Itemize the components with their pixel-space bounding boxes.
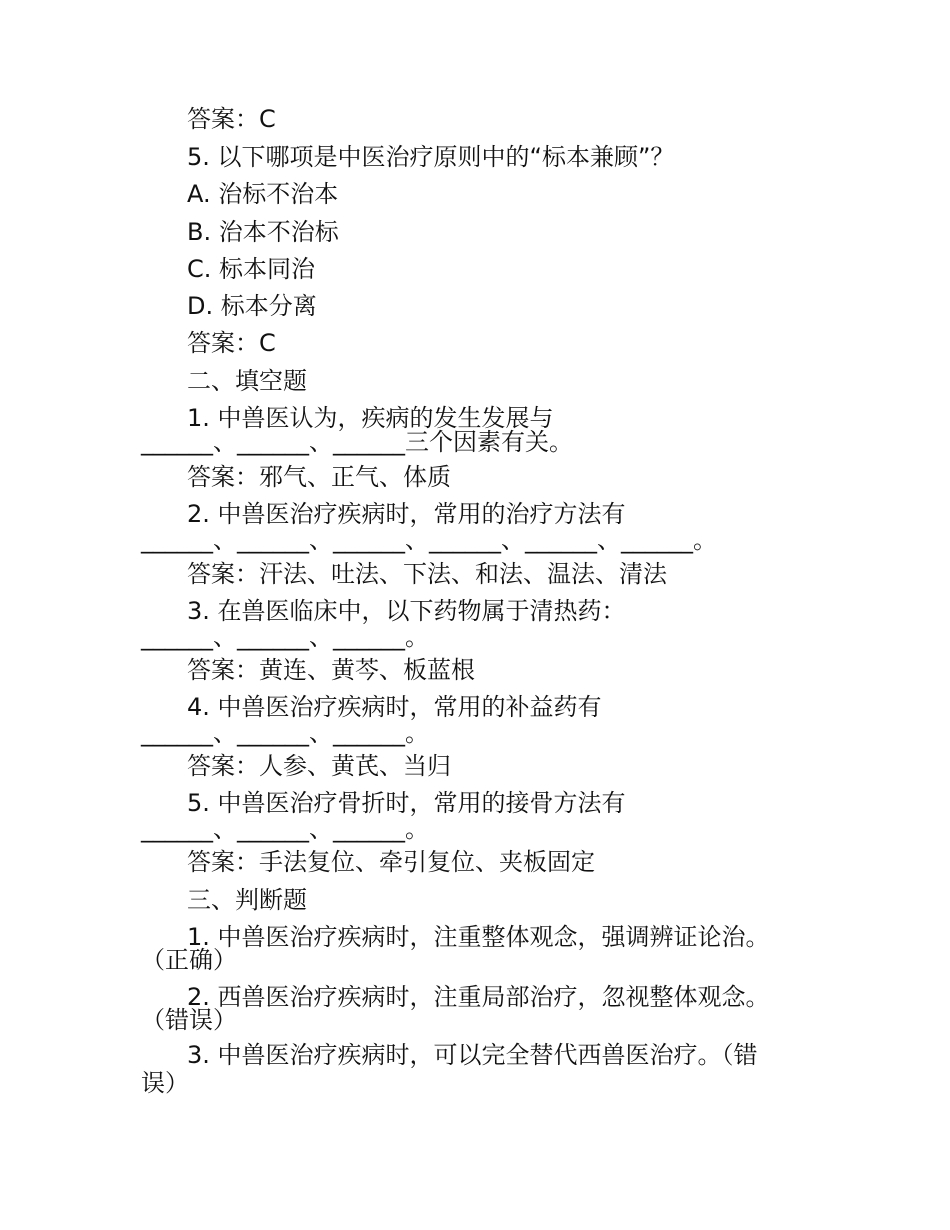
option-a: A. 治标不治本 [187, 180, 339, 208]
answer-line: 答案：邪气、正气、体质 [187, 463, 451, 491]
section-heading: 三、判断题 [187, 886, 307, 914]
answer-line: 答案：C [187, 329, 276, 357]
blank-line: ______、______、______。 [141, 719, 429, 747]
judgement-label: （正确） [141, 946, 237, 974]
question-line: 5. 中兽医治疗骨折时，常用的接骨方法有 [187, 789, 626, 817]
judgement-label: （错误） [141, 1006, 237, 1034]
blank-line: ______、______、______、______、______、______。 [141, 526, 717, 554]
blank-line: ______、______、______三个因素有关。 [141, 428, 573, 456]
answer-line: 答案：汗法、吐法、下法、和法、温法、清法 [187, 560, 667, 588]
question-line: 1. 中兽医认为，疾病的发生发展与 [187, 404, 554, 432]
answer-line: 答案：黄连、黄芩、板蓝根 [187, 656, 475, 684]
question-line: 5. 以下哪项是中医治疗原则中的“标本兼顾”？ [187, 143, 675, 171]
blank-line: ______、______、______。 [141, 815, 429, 843]
section-heading: 二、填空题 [187, 367, 307, 395]
option-c: C. 标本同治 [187, 255, 316, 283]
option-b: B. 治本不治标 [187, 218, 339, 246]
question-line: 4. 中兽医治疗疾病时，常用的补益药有 [187, 693, 602, 721]
blank-line: ______、______、______。 [141, 623, 429, 651]
statement-line: 1. 中兽医治疗疾病时，注重整体观念，强调辨证论治。 [187, 923, 770, 951]
answer-line: 答案：手法复位、牵引复位、夹板固定 [187, 848, 595, 876]
answer-line: 答案：C [187, 105, 276, 133]
statement-continuation: 误） [141, 1069, 189, 1097]
question-line: 2. 中兽医治疗疾病时，常用的治疗方法有 [187, 500, 626, 528]
statement-line: 2. 西兽医治疗疾病时，注重局部治疗，忽视整体观念。 [187, 983, 770, 1011]
option-d: D. 标本分离 [187, 292, 317, 320]
answer-line: 答案：人参、黄芪、当归 [187, 752, 451, 780]
statement-line: 3. 中兽医治疗疾病时，可以完全替代西兽医治疗。（错 [187, 1041, 758, 1069]
question-line: 3. 在兽医临床中，以下药物属于清热药： [187, 597, 626, 625]
